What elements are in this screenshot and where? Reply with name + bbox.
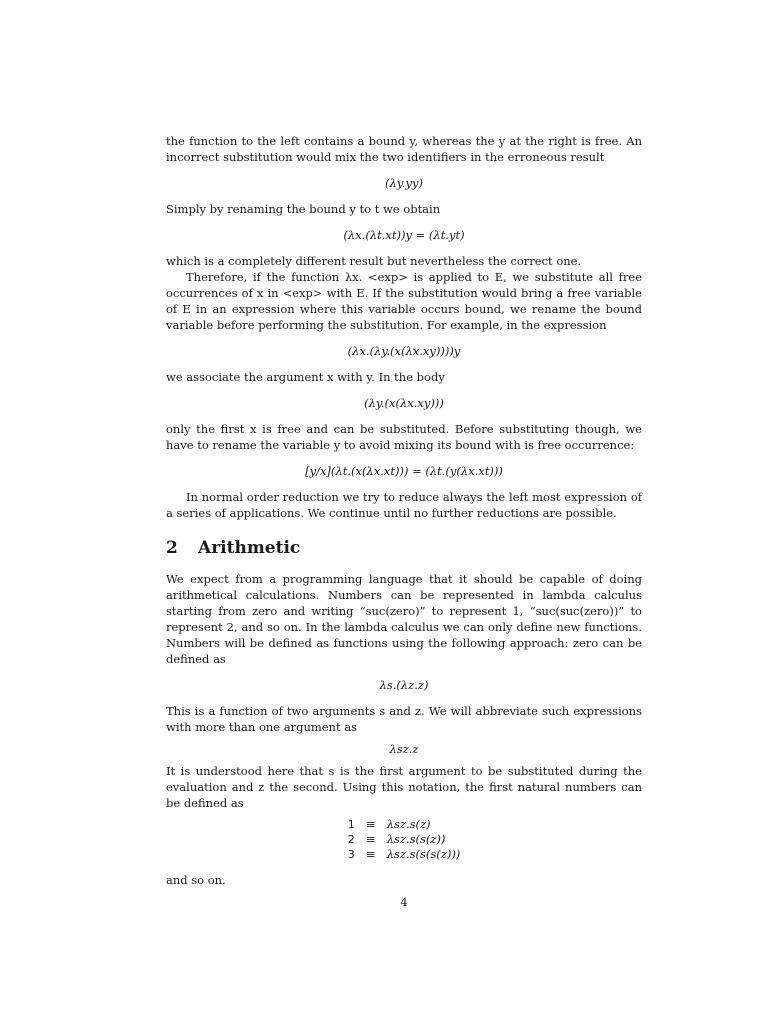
definition-number: 3 bbox=[347, 848, 355, 861]
definition-number: 2 bbox=[347, 833, 355, 846]
section-number: 2 bbox=[166, 538, 178, 558]
definition-equiv: ≡ bbox=[365, 817, 376, 831]
equation-substitution: [y/x](λt.(x(λx.xt))) = (λt.(y(λx.xt))) bbox=[305, 464, 503, 478]
paragraph-normal-order: In normal order reduction we try to reduce always the left most expression of a series of applications. We continue until no further reductions are possible. bbox=[166, 490, 642, 520]
section-title: Arithmetic bbox=[198, 538, 301, 558]
equation-zero: λs.(λz.z) bbox=[379, 678, 429, 692]
equation-erroneous-result: (λy.yy) bbox=[385, 176, 423, 190]
definition-equiv: ≡ bbox=[365, 847, 376, 861]
number-definitions-table bbox=[345, 817, 464, 862]
page-content bbox=[166, 133, 642, 910]
paragraph-renaming: Simply by renaming the bound y to t we obtain bbox=[166, 202, 441, 216]
definition-row bbox=[345, 847, 464, 862]
paragraph-rename-variable: only the first x is free and can be substituted. Before substituting though, we have to rename the variable y to avoid mixing its bound with is free occurrence: bbox=[166, 422, 642, 452]
paragraph-associate-argument: we associate the argument x with y. In the body bbox=[166, 370, 445, 384]
paragraph-bound-y: the function to the left contains a bound y, whereas the y at the right is free. An incorrect substitution would mix the two identifiers in the erroneous result bbox=[166, 134, 642, 164]
paragraph-correct-result: which is a completely different result but nevertheless the correct one. bbox=[166, 254, 582, 268]
equation-example-expression: (λx.(λy.(x(λx.xy))))y bbox=[347, 344, 461, 358]
page-number: 4 bbox=[400, 895, 408, 909]
definition-expression: λsz.s(z) bbox=[386, 817, 431, 831]
equation-abbreviation: λsz.z bbox=[389, 742, 419, 756]
definition-row bbox=[345, 832, 464, 847]
equation-renamed: (λx.(λt.xt))y = (λt.yt) bbox=[343, 228, 465, 242]
definition-equiv: ≡ bbox=[365, 832, 376, 846]
paragraph-notation: It is understood here that s is the first argument to be substituted during the evaluation and z the second. Using this notation, the first natural numbers can be defined as bbox=[166, 764, 642, 810]
definition-number: 1 bbox=[347, 818, 355, 831]
definition-row bbox=[345, 817, 464, 832]
definition-expression: λsz.s(s(s(z))) bbox=[386, 847, 461, 861]
equation-body: (λy.(x(λx.xy))) bbox=[364, 396, 444, 410]
paragraph-two-arguments: This is a function of two arguments s and z. We will abbreviate such expressions with more than one argument as bbox=[166, 704, 642, 734]
section-heading bbox=[166, 537, 642, 559]
paragraph-arithmetic-intro: We expect from a programming language that it should be capable of doing arithmetical calculations. Numbers can be represented in lambda calculus starting from zero and writing “suc(zero)” to represent 1, “suc(suc(zero))” to represent 2, and so on. In the lambda calculus we can only define new functions. Numbers will be defined as functions using the following approach: zero can be defined as bbox=[166, 572, 642, 666]
definition-expression: λsz.s(s(z)) bbox=[386, 832, 446, 846]
paragraph-and-so-on: and so on. bbox=[166, 873, 226, 887]
paragraph-substitution-rule: Therefore, if the function λx. <exp> is applied to E, we substitute all free occurrences of x in <exp> with E. If the substitution would bring a free variable of E in an expression where this variable occurs bound, we rename the bound variable before performing the substitution. For example, in the expression bbox=[166, 270, 642, 332]
